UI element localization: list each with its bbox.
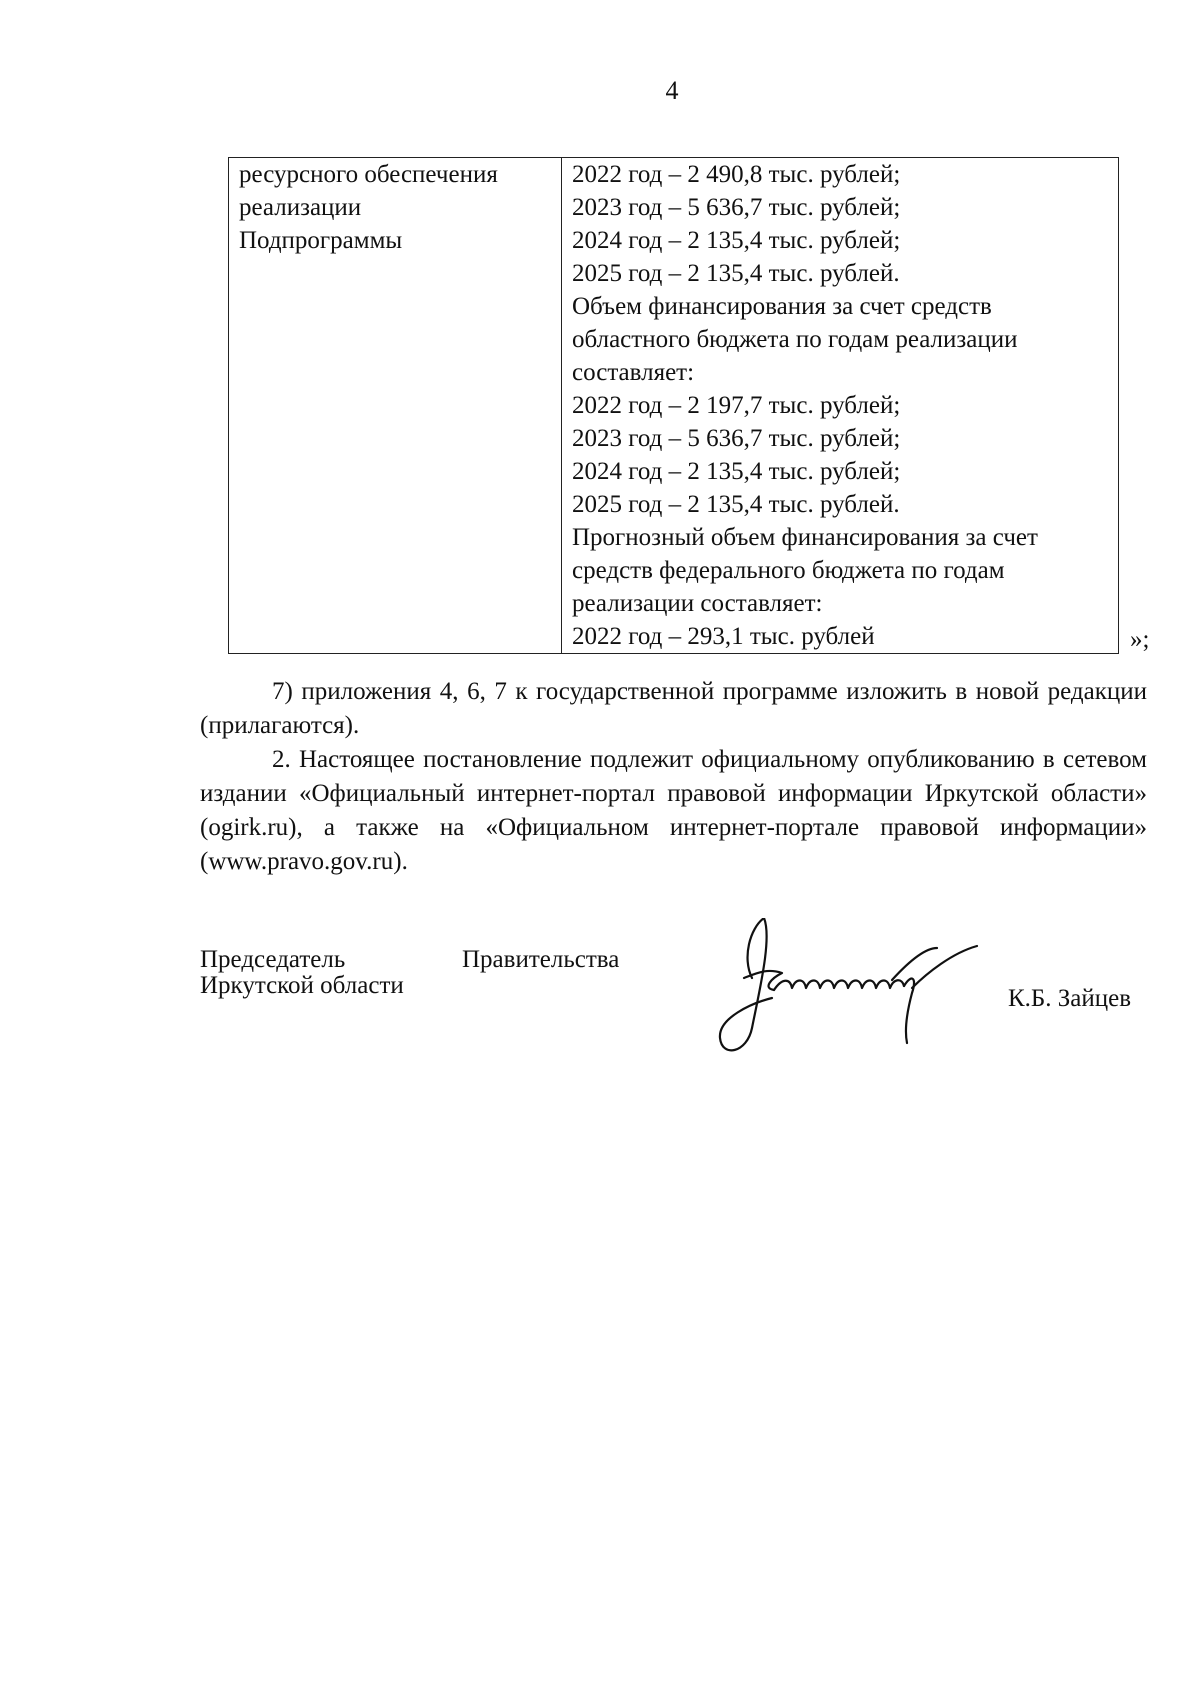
value-line: 2022 год – 293,1 тыс. рублей <box>572 623 875 650</box>
signer-title-chairman: Председатель <box>200 946 346 973</box>
program-resources-table <box>228 157 1119 654</box>
value-line: реализации составляет: <box>572 590 823 617</box>
label-line: реализации <box>239 194 362 221</box>
closing-quote-mark: »; <box>1130 626 1150 653</box>
paragraph-item-7: 7) приложения 4, 6, 7 к государственной программе изложить в новой редакции (прилагаются). <box>200 678 1147 739</box>
signer-title-region: Иркутской области <box>200 972 404 999</box>
value-line: 2025 год – 2 135,4 тыс. рублей. <box>572 491 900 518</box>
value-line: 2022 год – 2 490,8 тыс. рублей; <box>572 161 901 188</box>
value-line: 2023 год – 5 636,7 тыс. рублей; <box>572 425 901 452</box>
handwritten-signature <box>712 918 1002 1068</box>
value-line: областного бюджета по годам реализации <box>572 326 1018 353</box>
value-line: 2024 год – 2 135,4 тыс. рублей; <box>572 227 901 254</box>
table-value-cell <box>562 158 1119 654</box>
label-line: ресурсного обеспечения <box>239 161 498 188</box>
value-line: 2022 год – 2 197,7 тыс. рублей; <box>572 392 901 419</box>
value-line: 2023 год – 5 636,7 тыс. рублей; <box>572 194 901 221</box>
value-line: 2025 год – 2 135,4 тыс. рублей. <box>572 260 900 287</box>
value-line: Объем финансирования за счет средств <box>572 293 992 320</box>
table-label-cell <box>229 158 562 654</box>
paragraph-item-2: 2. Настоящее постановление подлежит официальному опубликованию в сетевом издании «Официальный интернет-портал правовой информации Иркутской области» (ogirk.ru), а также на «Официальном интернет-портале правовой информации» (www.pravo.gov.ru). <box>200 746 1147 875</box>
value-line: 2024 год – 2 135,4 тыс. рублей; <box>572 458 901 485</box>
value-line: составляет: <box>572 359 695 386</box>
value-line: средств федерального бюджета по годам <box>572 557 1005 584</box>
table-row <box>229 158 1119 654</box>
label-line: Подпрограммы <box>239 227 403 254</box>
signer-title-government: Правительства <box>462 946 620 973</box>
page-number <box>0 76 1200 106</box>
page-number-text: 4 <box>665 76 679 105</box>
value-line: Прогнозный объем финансирования за счет <box>572 524 1038 551</box>
signer-name: К.Б. Зайцев <box>1008 985 1132 1012</box>
